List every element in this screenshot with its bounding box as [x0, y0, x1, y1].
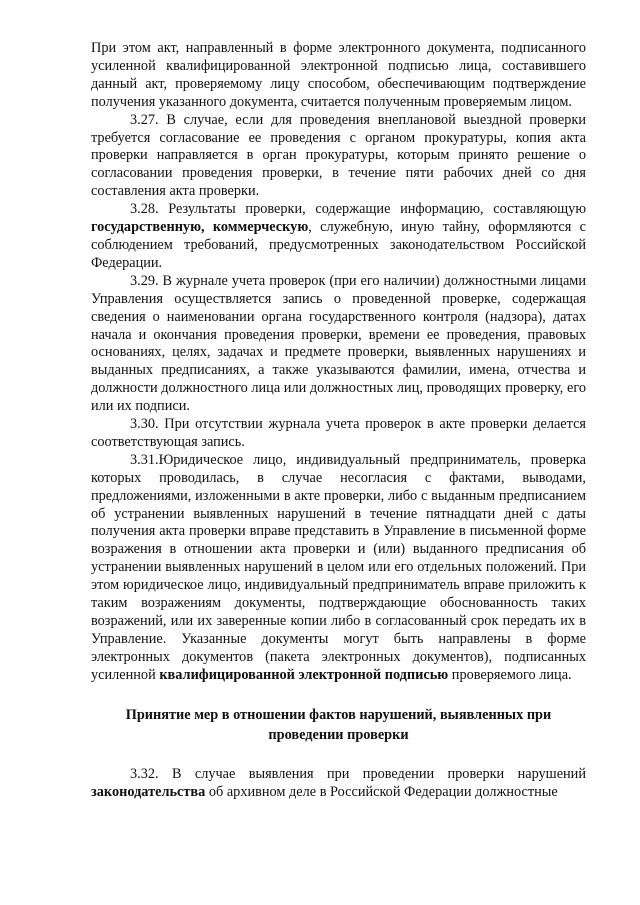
paragraph-3-28: [91, 201, 586, 273]
text-segment: 3.29. В журнале учета проверок (при его наличии) должностными лицами Управления осуществляется запись о проведенной проверке, содержащая сведения о наименовании органа государственного контроля (надзора), датах начала и окончания проведения проверки, времени ее проведения, правовых основаниях, целях, задачах и предмете проверки, выявленных нарушениях и выданных предписаниях, а также указываются фамилии, имена, отчества и должности должностного лица или должностных лиц, проводящих проверку, его или их подписи.: [91, 272, 586, 415]
text-segment: При этом акт, направленный в форме электронного документа, подписанного усиленной квалифицированной электронной подписью лица, составившего данный акт, проверяемому лицу способом, обеспечивающим подтверждение получения указанного документа, считается полученным проверяемым лицом.: [91, 40, 586, 110]
section-heading: [91, 705, 586, 745]
paragraph-intro: [91, 40, 586, 112]
paragraph-3-29: [91, 273, 586, 416]
body-text: [91, 40, 586, 685]
paragraph-3-30: [91, 416, 586, 452]
text-segment: 3.31.Юридическое лицо, индивидуальный предприниматель, проверка которых проводилась, в случае несогласия с фактами, выводами, предложениями, изложенными в акте проверки, либо с выданным предписанием об устранении выявленных нарушений в течение пятнадцати дней с даты получения акта проверки вправе представить в Управление в письменной форме возражения в отношении акта проверки и (или) выданного предписания об устранении выявленных нарушений в целом или его отдельных положений. При этом юридическое лицо, индивидуальный предприниматель вправе приложить к таким возражениям документы, подтверждающие обоснованность таких возражений, или их заверенные копии либо в согласованный срок передать их в Управление. Указанные документы могут быть направлены в форме электронных документов (пакета электронных документов), подписанных усиленной: [91, 451, 586, 683]
text-segment: 3.27. В случае, если для проведения внеплановой выездной проверки требуется согласование ее проведения с органом прокуратуры, копия акта проверки направляется в орган прокуратуры, которым принято решение о согласовании проведения проверки, в течение пяти рабочих дней со дня составления акта проверки.: [91, 111, 586, 200]
text-segment: проверяемого лица.: [448, 666, 572, 683]
text-segment: 3.28. Результаты проверки, содержащие информацию, составляющую: [130, 201, 586, 218]
paragraph-3-31: [91, 452, 586, 685]
bold-text-segment: законодательства: [91, 783, 206, 800]
paragraph-3-27: [91, 112, 586, 202]
text-segment: об архивном деле в Российской Федерации должностные: [205, 783, 558, 800]
bold-text-segment: квалифицированной электронной подписью: [159, 666, 449, 683]
section-heading-line-2: проведении проверки: [268, 726, 409, 743]
paragraph-3-32: [91, 766, 586, 802]
bold-text-segment: государственную, коммерческую: [91, 219, 309, 236]
text-segment: 3.30. При отсутствии журнала учета проверок в акте проверки делается соответствующая запись.: [91, 416, 586, 450]
section-heading-line-1: Принятие мер в отношении фактов нарушений, выявленных при: [125, 706, 552, 723]
text-segment: , служебную, иную тайну, оформляются с соблюдением требований, предусмотренных законодательством Российской Федерации.: [91, 219, 586, 271]
text-segment: 3.32. В случае выявления при проведении проверки нарушений: [130, 765, 586, 782]
